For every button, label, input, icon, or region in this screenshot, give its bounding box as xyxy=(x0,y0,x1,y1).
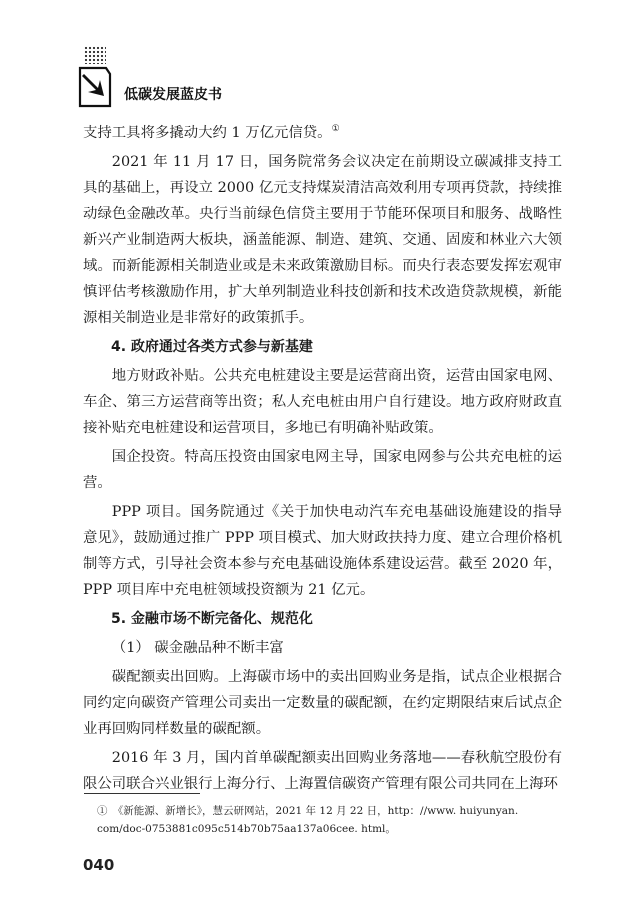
paragraph: 碳配额卖出回购。上海碳市场中的卖出回购业务是指，试点企业根据合同约定向碳资产管理公司卖出一定数量的碳配额，在约定期限结束后试点企业再回购同样数量的碳配额。 xyxy=(83,668,562,737)
paragraph: 2021 年 11 月 17 日，国务院常务会议决定在前期设立碳减排支持工具的基础上，再设立 2000 亿元支持煤炭清洁高效利用专项再贷款，持续推动绿色金融改革。央行当前绿色信贷主要用于节能环保项目和服务、战略性新兴产业制造两大板块，涵盖能源、制造、建筑、交通、固废和林业六大领域。而新能源相关制造业或是未来政策激励目标。而央行表态要发挥宏观审慎评估考核激励作用，扩大单列制造业科技创新和技术改造贷款规模，新能源相关制造业是非常好的政策抓手。 xyxy=(83,153,562,326)
page-number: 040 xyxy=(83,856,115,874)
footnote-divider xyxy=(84,793,200,794)
running-header xyxy=(78,46,378,110)
paragraph: PPP 项目。国务院通过《关于加快电动汽车充电基础设施建设的指导意见》，鼓励通过推广 PPP 项目模式、加大财政扶持力度、建立合理价格机制等方式，引导社会资本参与充电基础设施体系建设运营。截至 2020 年，PPP 项目库中充电桩领域投资额为 21 亿元。 xyxy=(83,503,562,598)
section-heading: 4. 政府通过各类方式参与新基建 xyxy=(111,338,313,355)
book-series-title: 低碳发展蓝皮书 xyxy=(124,87,222,103)
arrow-page-icon xyxy=(78,66,112,108)
paragraph-continuation: 支持工具将多撬动大约 1 万亿元信贷。① xyxy=(83,124,340,141)
paragraph: 地方财政补贴。公共充电桩建设主要是运营商出资，运营由国家电网、车企、第三方运营商等出资；私人充电桩由用户自行建设。地方政府财政直接补贴充电桩建设和运营项目，多地已有明确补贴政策。 xyxy=(83,367,562,436)
paragraph: 2016 年 3 月，国内首单碳配额卖出回购业务落地——春秋航空股份有限公司联合兴业银行上海分行、上海置信碳资产管理有限公司共同在上海环 xyxy=(83,749,562,792)
paragraph: 国企投资。特高压投资由国家电网主导，国家电网参与公共充电桩的运营。 xyxy=(83,448,562,491)
footnote-marker[interactable]: ① xyxy=(331,124,340,134)
subsection-heading: （1） 碳金融品种不断丰富 xyxy=(111,639,284,656)
footnote: ① 《新能源、新增长》，慧云研网站，2021 年 12 月 22 日，http：//www. huiyunyan. com/doc-0753881c095c514b70b75aa137a06cee. html。 xyxy=(97,805,519,835)
dot-pattern-decoration xyxy=(84,46,106,64)
body-text xyxy=(83,116,562,800)
section-heading: 5. 金融市场不断完备化、规范化 xyxy=(111,610,313,627)
